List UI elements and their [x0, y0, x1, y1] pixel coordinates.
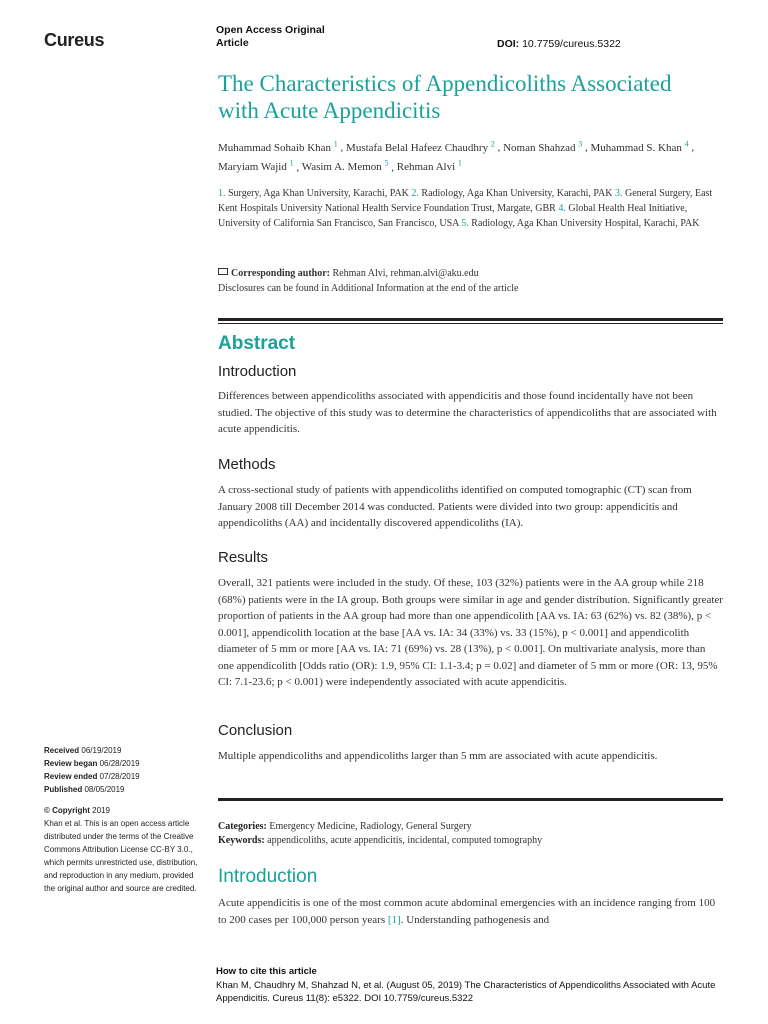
author[interactable]: Muhammad Sohaib Khan $^1$ [218, 139, 338, 154]
abstract-methods-text: A cross-sectional study of patients with appendicoliths identified on computed tomographic (CT) scan from January 2008 till December 2014 was conducted. Patients were divided into two group: appendicitis and appendicoliths (AA) and incidentally discovered appendicoliths (IA). [218, 484, 692, 529]
author[interactable]: Maryiam Wajid $^1$ [218, 158, 294, 174]
article-type-line1: Open Access Original [216, 24, 325, 36]
article-history [44, 744, 204, 895]
article-title: The Characteristics of Appendicoliths Associated with Acute Appendicitis [218, 71, 672, 123]
journal-logo: Cureus [44, 30, 105, 50]
categories-line: Categories: Emergency Medicine, Radiology, General Surgery [218, 821, 472, 832]
affiliation: 3. General Surgery, East Kent Hospitals University National Health Service Foundation Trust, Margate, GBR [218, 188, 713, 214]
abstract-conclusion-text: Multiple appendicoliths and appendicoliths larger than 5 mm are associated with acute appendicitis. [218, 750, 658, 762]
corresponding-line [218, 266, 723, 281]
keywords-line: Keywords: appendicoliths, acute appendicitis, incidental, computed tomography [218, 835, 543, 846]
citation-heading: How to cite this article [216, 966, 317, 977]
author[interactable]: Rehman Alvi $^1$ [396, 158, 462, 174]
abstract-conclusion-heading: Conclusion [218, 722, 293, 739]
doi-label: DOI: [497, 38, 520, 50]
received-date: Received 06/19/2019 [44, 746, 122, 755]
section-divider-thin [218, 323, 723, 324]
author-list: Muhammad Sohaib Khan $^1$ , Mustafa Belal Hafeez Chaudhry $^2$ , Noman Shahzad $^3$ , Muhammad S. Khan $^4$ , Maryiam Wajid $^1$ , Wasim A. Memon $^5$ , Rehman Alvi $^1$ [218, 139, 695, 174]
abstract-results-heading: Results [218, 549, 269, 566]
corresponding-value[interactable]: Rehman Alvi, rehman.alvi@aku.edu [332, 268, 479, 279]
doi [497, 38, 621, 50]
abstract-methods-heading: Methods [218, 456, 276, 473]
affiliations [218, 186, 728, 231]
section-divider [218, 318, 723, 321]
article-type-line2: Article [216, 37, 249, 49]
corresponding-label: Corresponding author: [231, 268, 330, 279]
author[interactable]: Muhammad S. Khan $^4$ [590, 139, 689, 154]
citation-text: Khan M, Chaudhry M, Shahzad N, et al. (August 05, 2019) The Characteristics of Appendicoliths Associated with Acute Appendicitis. Cureus 11(8): e5322. DOI 10.7759/cureus.5322 [216, 980, 716, 1004]
introduction-heading: Introduction [218, 866, 318, 887]
doi-value[interactable]: 10.7759/cureus.5322 [522, 38, 621, 50]
abstract-heading: Abstract [218, 333, 296, 354]
license-text: Khan et al. This is an open access article distributed under the terms of the Creative Commons Attribution License CC-BY 3.0., which permits unrestricted use, distribution, and reproduction in any medium, provided the original author and source are credited. [44, 819, 198, 893]
disclosure-note: Disclosures can be found in Additional Information at the end of the article [218, 283, 519, 294]
author[interactable]: Mustafa Belal Hafeez Chaudhry $^2$ [346, 139, 495, 154]
copyright: © Copyright 2019 [44, 806, 110, 815]
affiliation: 1. Surgery, Aga Khan University, Karachi, PAK [218, 188, 409, 199]
section-divider [218, 798, 723, 801]
abstract-intro-heading: Introduction [218, 363, 297, 380]
author[interactable]: Wasim A. Memon $^5$ [301, 158, 389, 174]
affiliation: 4. Global Health Heal Initiative, University of California San Francisco, San Francisco, USA [218, 203, 688, 229]
affiliation: 2. Radiology, Aga Khan University, Karachi, PAK [411, 188, 613, 199]
affiliation: 5. Radiology, Aga Khan University Hospital, Karachi, PAK [461, 218, 700, 229]
envelope-icon [218, 268, 228, 275]
introduction-text: Acute appendicitis is one of the most common acute abdominal emergencies with an incidence ranging from 100 to 200 cases per 100,000 person years [1]. Understanding pathogenesis and [218, 897, 716, 926]
published-date: Published 08/05/2019 [44, 785, 125, 794]
abstract-intro-text: Differences between appendicoliths associated with appendicitis and those found incidentally have not been studied. The objective of this study was to determine the characteristics of appendicoliths that are associated with acute appendicitis. [218, 390, 717, 435]
article-type [216, 24, 325, 50]
corresponding-author [218, 266, 723, 296]
review-ended-date: Review ended 07/28/2019 [44, 772, 140, 781]
author[interactable]: Noman Shahzad $^3$ [503, 139, 583, 154]
reference-link[interactable]: [1] [387, 913, 401, 926]
categories-block [218, 820, 723, 848]
review-began-date: Review began 06/28/2019 [44, 759, 140, 768]
abstract-results-text: Overall, 321 patients were included in the study. Of these, 103 (32%) patients were in the AA group while 218 (68%) patients were in the IA group. Both groups were similar in age and gender distribution. Significantly greater proportion of patients in the AA group had more than one appendicolith [AA vs. IA: 63 (62%) vs. 82 (38%), p < 0.001], appendicolith location at the base [AA vs. IA: 34 (33%) vs. 33 (15%), p < 0.001] and appendicolith diameter of 5 mm or more [AA vs. IA: 71 (69%) vs. 28 (13%), p < 0.001]. On multivariate analysis, more than one appendicolith [Odds ratio (OR): 1.9, 95% CI: 1.1-3.4; p = 0.02] and diameter of 5 mm or more (OR: 13, 95% CI: 7.1-23.6; p < 0.001) were independently associated with acute appendicitis. [218, 577, 723, 688]
